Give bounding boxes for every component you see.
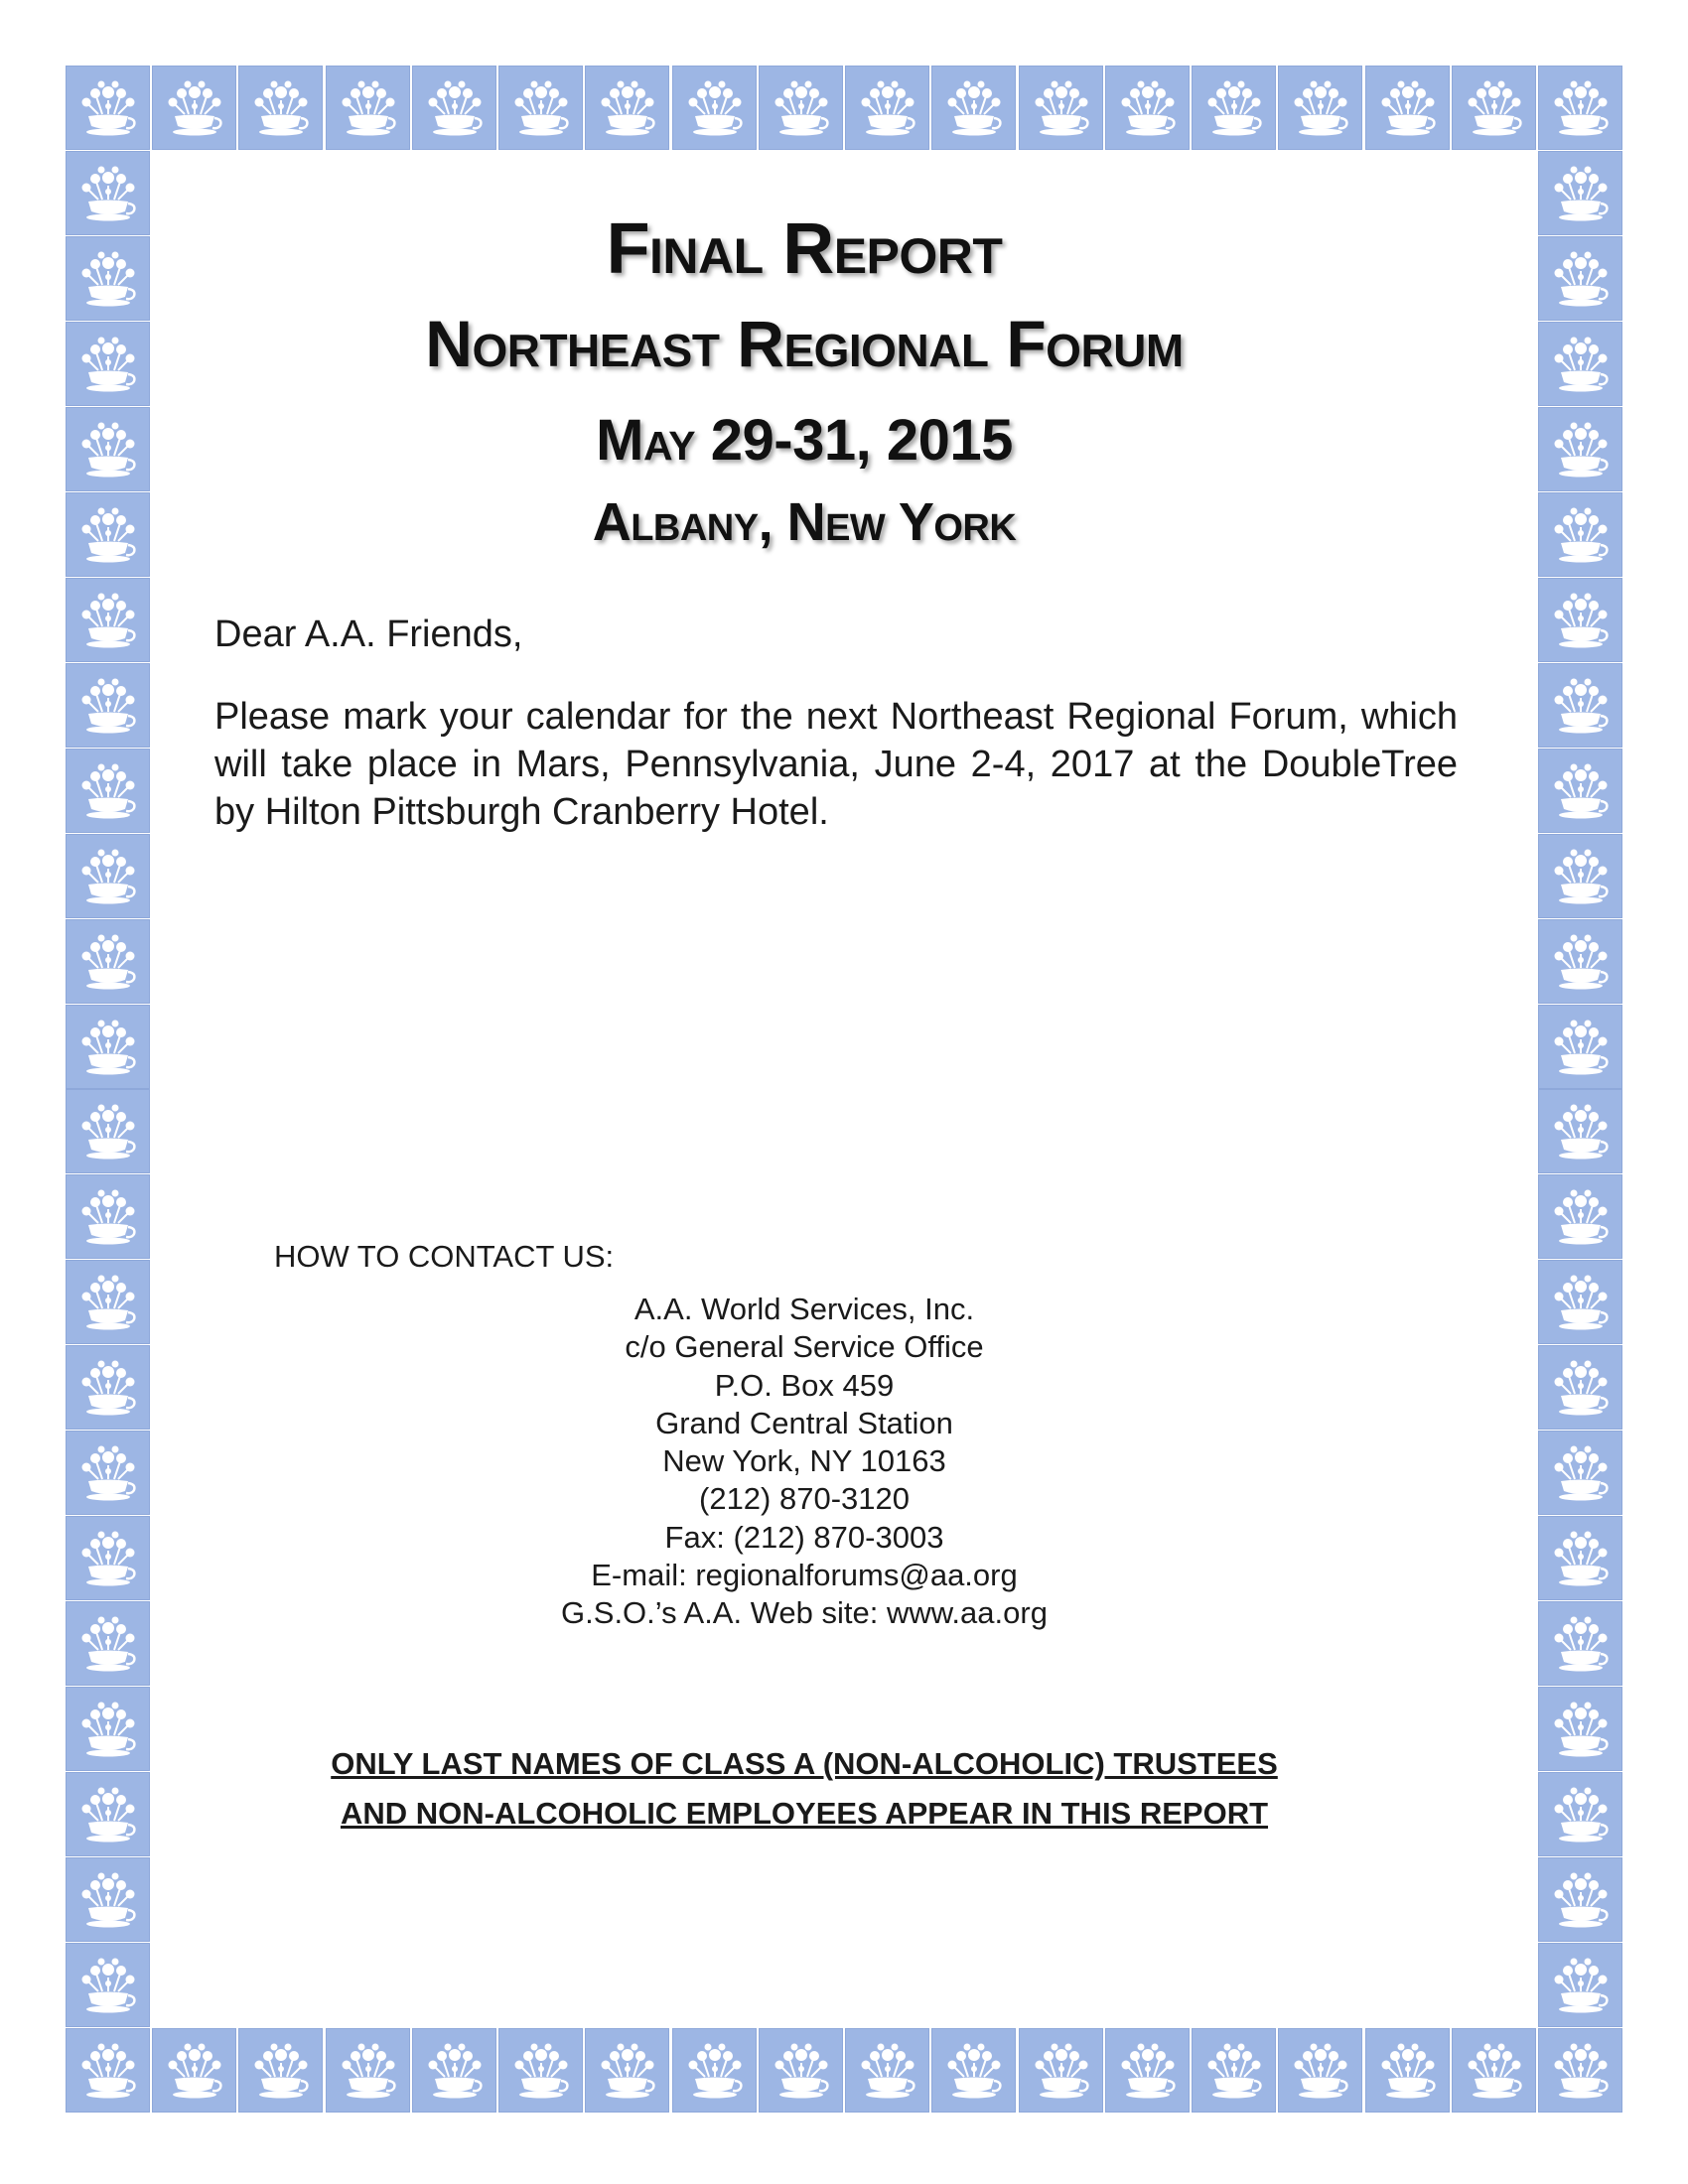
border-tile bbox=[845, 66, 929, 150]
border-tile bbox=[66, 492, 150, 577]
flower-teacup-icon bbox=[67, 237, 151, 322]
flower-teacup-icon bbox=[67, 1602, 151, 1687]
border-tile bbox=[1538, 1687, 1622, 1771]
border-tile bbox=[1538, 919, 1622, 1004]
border-tile bbox=[412, 2028, 496, 2113]
border-tile bbox=[326, 2028, 410, 2113]
border-tile bbox=[66, 151, 150, 235]
flower-teacup-icon bbox=[67, 1090, 151, 1174]
border-tile bbox=[931, 2028, 1016, 2113]
flower-teacup-icon bbox=[586, 2029, 670, 2114]
flower-teacup-icon bbox=[1279, 2029, 1363, 2114]
flower-teacup-icon bbox=[67, 323, 151, 407]
privacy-notice-line: AND NON-ALCOHOLIC EMPLOYEES APPEAR IN THIS REPORT bbox=[340, 1796, 1269, 1831]
border-tile bbox=[1538, 151, 1622, 235]
flower-teacup-icon bbox=[67, 1346, 151, 1431]
flower-teacup-icon bbox=[413, 67, 497, 151]
flower-teacup-icon bbox=[1539, 237, 1623, 322]
flower-teacup-icon bbox=[1539, 2029, 1623, 2114]
border-tile bbox=[66, 834, 150, 918]
flower-teacup-icon bbox=[1366, 67, 1451, 151]
flower-teacup-icon bbox=[67, 835, 151, 919]
forum-location: Albany, New York bbox=[592, 492, 1017, 552]
border-tile bbox=[1538, 407, 1622, 491]
border-tile bbox=[66, 1516, 150, 1600]
border-tile bbox=[66, 1174, 150, 1259]
border-tile bbox=[1452, 2028, 1536, 2113]
flower-teacup-icon bbox=[1366, 2029, 1451, 2114]
border-tile bbox=[1538, 492, 1622, 577]
border-tile bbox=[1538, 1174, 1622, 1259]
flower-teacup-icon bbox=[1539, 493, 1623, 578]
flower-teacup-icon bbox=[673, 67, 758, 151]
border-tile bbox=[1105, 2028, 1190, 2113]
flower-teacup-icon bbox=[327, 67, 411, 151]
flower-teacup-icon bbox=[67, 579, 151, 663]
privacy-notice bbox=[199, 1739, 1410, 1839]
border-tile bbox=[66, 749, 150, 833]
flower-teacup-icon bbox=[67, 1773, 151, 1857]
flower-teacup-icon bbox=[1106, 67, 1191, 151]
border-tile bbox=[66, 663, 150, 748]
flower-teacup-icon bbox=[1539, 835, 1623, 919]
border-tile bbox=[66, 1687, 150, 1771]
contact-fax: Fax: (212) 870-3003 bbox=[664, 1519, 944, 1555]
border-tile bbox=[1538, 1005, 1622, 1089]
border-tile bbox=[1538, 2028, 1622, 2113]
flower-teacup-icon bbox=[67, 493, 151, 578]
flower-teacup-icon bbox=[1539, 323, 1623, 407]
border-tile bbox=[1538, 1857, 1622, 1942]
border-tile bbox=[1538, 1345, 1622, 1430]
flower-teacup-icon bbox=[1539, 1688, 1623, 1772]
flower-teacup-icon bbox=[67, 1517, 151, 1601]
border-tile bbox=[1452, 66, 1536, 150]
contact-line: P.O. Box 459 bbox=[714, 1367, 895, 1403]
flower-teacup-icon bbox=[67, 1261, 151, 1345]
flower-teacup-icon bbox=[67, 2029, 151, 2114]
flower-teacup-icon bbox=[1539, 152, 1623, 236]
flower-teacup-icon bbox=[1453, 67, 1537, 151]
border-tile bbox=[66, 1431, 150, 1515]
border-tile bbox=[1365, 2028, 1450, 2113]
flower-teacup-icon bbox=[239, 2029, 324, 2114]
flower-teacup-icon bbox=[413, 2029, 497, 2114]
border-tile bbox=[585, 2028, 669, 2113]
flower-teacup-icon bbox=[760, 67, 844, 151]
border-tile bbox=[1538, 1260, 1622, 1344]
contact-line: A.A. World Services, Inc. bbox=[633, 1292, 975, 1326]
border-tile bbox=[66, 1943, 150, 2027]
border-tile bbox=[672, 2028, 757, 2113]
border-tile bbox=[498, 66, 583, 150]
border-tile bbox=[1538, 1601, 1622, 1686]
flower-teacup-icon bbox=[67, 1688, 151, 1772]
flower-teacup-icon bbox=[67, 1432, 151, 1516]
flower-teacup-icon bbox=[499, 2029, 584, 2114]
flower-teacup-icon bbox=[1539, 750, 1623, 834]
border-tile bbox=[1538, 322, 1622, 406]
border-tile bbox=[238, 2028, 323, 2113]
flower-teacup-icon bbox=[67, 664, 151, 749]
border-tile bbox=[66, 578, 150, 662]
border-tile bbox=[1365, 66, 1450, 150]
border-tile bbox=[1019, 2028, 1103, 2113]
border-tile bbox=[1538, 663, 1622, 748]
border-tile bbox=[66, 1857, 150, 1942]
announcement-paragraph: Please mark your calendar for the next Northeast Regional Forum, which will take place in Mars, Pennsylvania, June 2-4, 2017 at the DoubleTree by Hilton Pittsburgh Cranberry Hotel. bbox=[214, 696, 1458, 833]
flower-teacup-icon bbox=[760, 2029, 844, 2114]
border-tile bbox=[759, 66, 843, 150]
flower-teacup-icon bbox=[1539, 1175, 1623, 1260]
flower-teacup-icon bbox=[1539, 67, 1623, 151]
flower-teacup-icon bbox=[846, 67, 930, 151]
border-tile bbox=[1538, 1089, 1622, 1173]
flower-teacup-icon bbox=[1539, 579, 1623, 663]
flower-teacup-icon bbox=[1539, 1944, 1623, 2028]
flower-teacup-icon bbox=[67, 67, 151, 151]
flower-teacup-icon bbox=[1539, 1602, 1623, 1687]
border-tile bbox=[1192, 66, 1276, 150]
contact-address-block bbox=[447, 1291, 1162, 1633]
border-tile bbox=[498, 2028, 583, 2113]
privacy-notice-line: ONLY LAST NAMES OF CLASS A (NON-ALCOHOLIC) TRUSTEES bbox=[331, 1746, 1278, 1781]
flower-teacup-icon bbox=[1539, 1517, 1623, 1601]
contact-heading: HOW TO CONTACT US: bbox=[274, 1239, 615, 1274]
border-tile bbox=[326, 66, 410, 150]
border-tile bbox=[66, 407, 150, 491]
flower-teacup-icon bbox=[153, 2029, 237, 2114]
border-tile bbox=[1538, 1772, 1622, 1856]
flower-teacup-icon bbox=[1453, 2029, 1537, 2114]
flower-teacup-icon bbox=[67, 152, 151, 236]
border-tile bbox=[1538, 1516, 1622, 1600]
border-tile bbox=[845, 2028, 929, 2113]
border-tile bbox=[412, 66, 496, 150]
flower-teacup-icon bbox=[327, 2029, 411, 2114]
flower-teacup-icon bbox=[932, 2029, 1017, 2114]
report-title: Final Report bbox=[606, 209, 1003, 289]
border-tile bbox=[66, 1005, 150, 1089]
border-tile bbox=[152, 2028, 236, 2113]
border-tile bbox=[759, 2028, 843, 2113]
flower-teacup-icon bbox=[1539, 920, 1623, 1005]
border-tile bbox=[585, 66, 669, 150]
flower-teacup-icon bbox=[1106, 2029, 1191, 2114]
border-tile bbox=[66, 2028, 150, 2113]
flower-teacup-icon bbox=[1020, 2029, 1104, 2114]
flower-teacup-icon bbox=[1539, 408, 1623, 492]
flower-teacup-icon bbox=[1193, 2029, 1277, 2114]
flower-teacup-icon bbox=[932, 67, 1017, 151]
forum-dates: May 29-31, 2015 bbox=[596, 408, 1013, 473]
flower-teacup-icon bbox=[1539, 1346, 1623, 1431]
flower-teacup-icon bbox=[673, 2029, 758, 2114]
contact-website[interactable]: G.S.O.’s A.A. Web site: www.aa.org bbox=[561, 1595, 1048, 1631]
flower-teacup-icon bbox=[67, 1944, 151, 2028]
border-tile bbox=[66, 1260, 150, 1344]
border-tile bbox=[66, 66, 150, 150]
border-tile bbox=[66, 1089, 150, 1173]
greeting: Dear A.A. Friends, bbox=[214, 614, 523, 655]
flower-teacup-icon bbox=[1539, 1858, 1623, 1943]
flower-teacup-icon bbox=[67, 1006, 151, 1090]
border-tile bbox=[1538, 66, 1622, 150]
border-tile bbox=[931, 66, 1016, 150]
contact-phone: (212) 870-3120 bbox=[699, 1481, 910, 1517]
flower-teacup-icon bbox=[1193, 67, 1277, 151]
flower-teacup-icon bbox=[1539, 1432, 1623, 1516]
forum-name: Northeast Regional Forum bbox=[425, 307, 1184, 380]
flower-teacup-icon bbox=[153, 67, 237, 151]
flower-teacup-icon bbox=[499, 67, 584, 151]
flower-teacup-icon bbox=[239, 67, 324, 151]
flower-teacup-icon bbox=[67, 920, 151, 1005]
flower-teacup-icon bbox=[846, 2029, 930, 2114]
border-tile bbox=[1538, 578, 1622, 662]
flower-teacup-icon bbox=[1279, 67, 1363, 151]
border-tile bbox=[1538, 749, 1622, 833]
flower-teacup-icon bbox=[586, 67, 670, 151]
border-tile bbox=[1278, 66, 1362, 150]
border-tile bbox=[66, 236, 150, 321]
contact-line: New York, NY 10163 bbox=[662, 1443, 946, 1479]
border-tile bbox=[1278, 2028, 1362, 2113]
border-tile bbox=[1105, 66, 1190, 150]
border-tile bbox=[1538, 1943, 1622, 2027]
border-tile bbox=[238, 66, 323, 150]
flower-teacup-icon bbox=[1539, 1261, 1623, 1345]
flower-teacup-icon bbox=[1539, 1006, 1623, 1090]
border-tile bbox=[1538, 236, 1622, 321]
flower-teacup-icon bbox=[1539, 1090, 1623, 1174]
border-tile bbox=[1538, 834, 1622, 918]
flower-teacup-icon bbox=[67, 1858, 151, 1943]
border-tile bbox=[1538, 1431, 1622, 1515]
flower-teacup-icon bbox=[1020, 67, 1104, 151]
border-tile bbox=[1192, 2028, 1276, 2113]
flower-teacup-icon bbox=[67, 1175, 151, 1260]
border-tile bbox=[66, 919, 150, 1004]
contact-line: c/o General Service Office bbox=[625, 1329, 984, 1365]
contact-line: Grand Central Station bbox=[655, 1405, 953, 1440]
flower-teacup-icon bbox=[67, 408, 151, 492]
border-tile bbox=[672, 66, 757, 150]
border-tile bbox=[1019, 66, 1103, 150]
border-tile bbox=[66, 322, 150, 406]
flower-teacup-icon bbox=[1539, 664, 1623, 749]
border-tile bbox=[66, 1345, 150, 1430]
contact-email[interactable]: E-mail: regionalforums@aa.org bbox=[591, 1558, 1018, 1593]
border-tile bbox=[152, 66, 236, 150]
border-tile bbox=[66, 1772, 150, 1856]
flower-teacup-icon bbox=[67, 750, 151, 834]
border-tile bbox=[66, 1601, 150, 1686]
flower-teacup-icon bbox=[1539, 1773, 1623, 1857]
